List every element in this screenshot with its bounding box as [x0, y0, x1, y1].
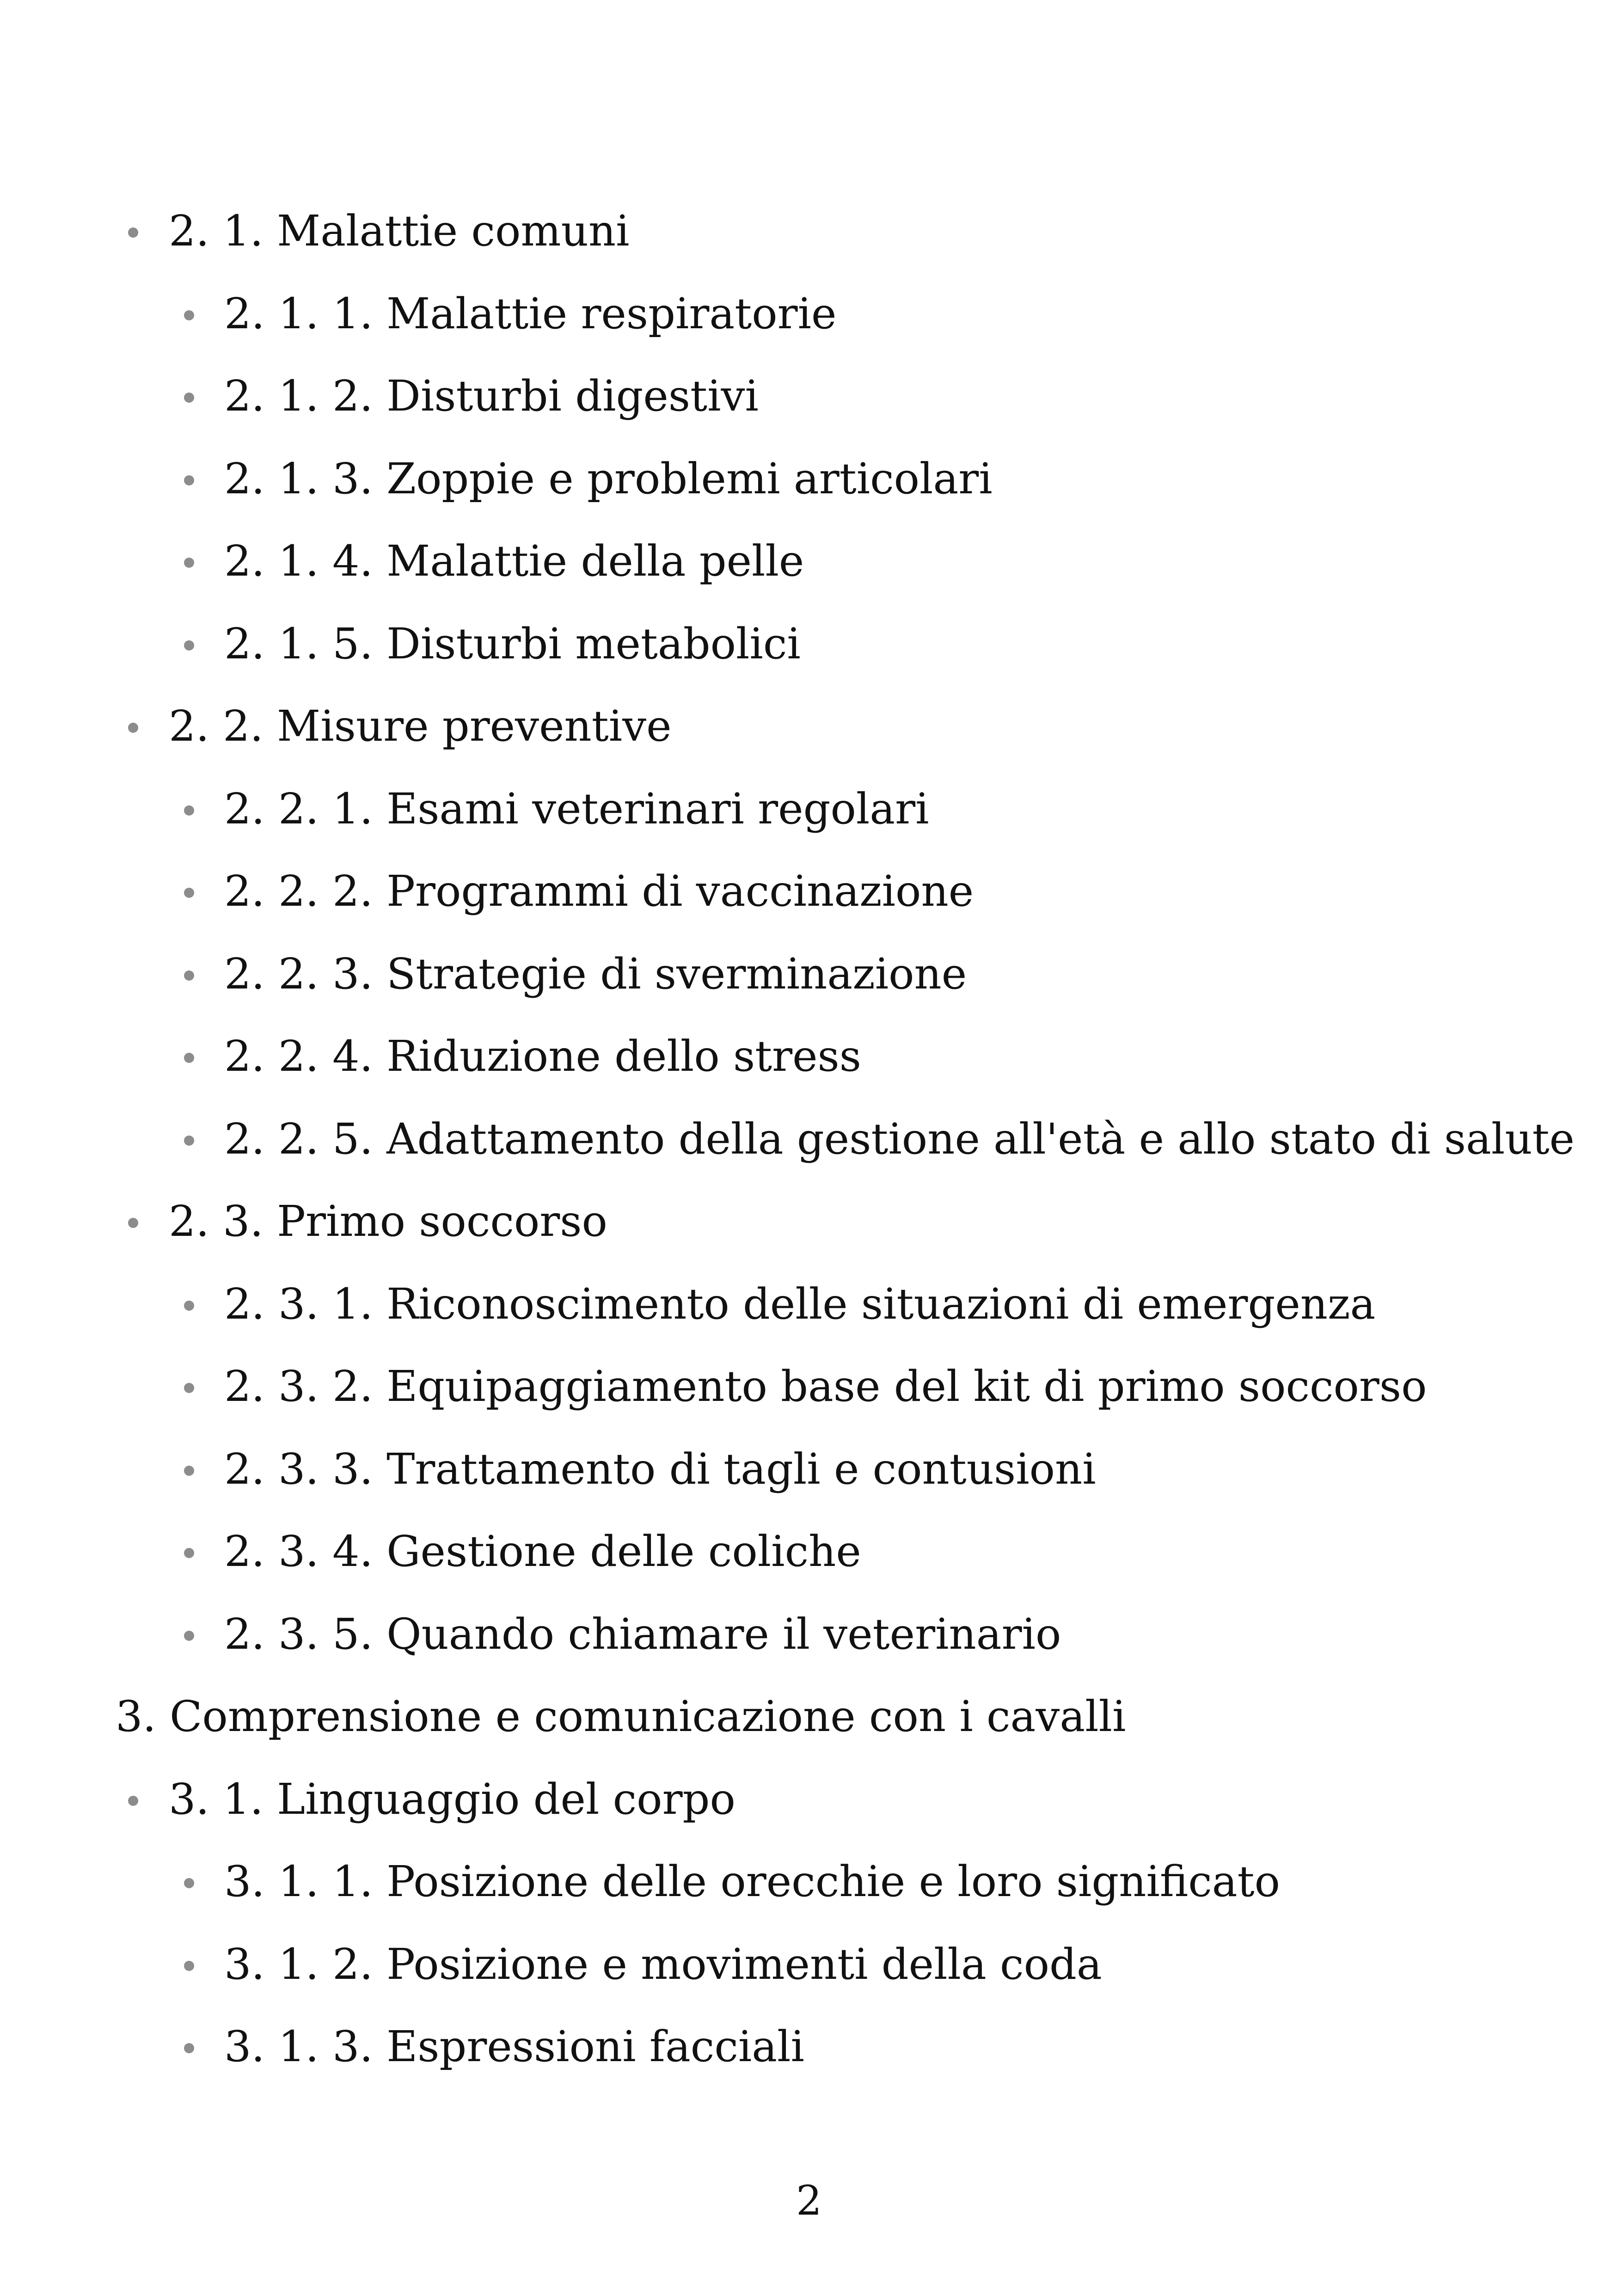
toc-entry-text: 2. 2. 4. Riduzione dello stress — [224, 1031, 861, 1081]
toc-entry-level-2 — [0, 616, 1618, 672]
bullet-icon — [184, 558, 194, 568]
toc-entry-text: 2. 1. 5. Disturbi metabolici — [224, 619, 801, 669]
toc-entry-text: 3. 1. 3. Espressioni facciali — [224, 2022, 804, 2071]
toc-entry-level-2 — [0, 534, 1618, 589]
toc-entry-text: 2. 3. 3. Trattamento di tagli e contusioni — [224, 1444, 1096, 1494]
bullet-icon — [128, 1218, 138, 1228]
toc-entry-level-1 — [0, 699, 1618, 754]
bullet-icon — [128, 723, 138, 733]
toc-entry-level-2 — [0, 1607, 1618, 1662]
toc-entry-text: 2. 3. Primo soccorso — [169, 1197, 607, 1246]
toc-entry-level-1 — [0, 1772, 1618, 1827]
bullet-icon — [184, 970, 194, 981]
toc-entry-level-2 — [0, 946, 1618, 1002]
bullet-icon — [184, 1383, 194, 1393]
bullet-icon — [184, 1961, 194, 1971]
bullet-icon — [184, 1136, 194, 1146]
toc-entry-level-2 — [0, 1029, 1618, 1084]
bullet-icon — [184, 310, 194, 320]
bullet-icon — [184, 805, 194, 816]
toc-entry-text: 2. 3. 4. Gestione delle coliche — [224, 1527, 861, 1576]
toc-entry-level-2 — [0, 1524, 1618, 1579]
toc-entry-level-2 — [0, 864, 1618, 919]
bullet-icon — [184, 1548, 194, 1558]
toc-entry-level-2 — [0, 1277, 1618, 1332]
bullet-icon — [184, 475, 194, 485]
toc-entry-text: 2. 2. 1. Esami veterinari regolari — [224, 784, 929, 834]
bullet-icon — [128, 1796, 138, 1806]
toc-entry-level-2 — [0, 1111, 1618, 1167]
page-number: 2 — [796, 2177, 822, 2224]
toc-entry-text: 2. 3. 5. Quando chiamare il veterinario — [224, 1609, 1061, 1659]
toc-entry-level-1 — [0, 203, 1618, 259]
bullet-icon — [184, 888, 194, 898]
toc-entry-text: 3. Comprensione e comunicazione con i cavalli — [116, 1692, 1126, 1741]
bullet-icon — [184, 393, 194, 403]
toc-entry-text: 2. 1. 1. Malattie respiratorie — [224, 289, 837, 338]
toc-entry-level-2 — [0, 1442, 1618, 1497]
toc-entry-level-2 — [0, 781, 1618, 837]
toc-entry-level-2 — [0, 1854, 1618, 1909]
bullet-icon — [184, 640, 194, 651]
toc-entry-text: 2. 3. 1. Riconoscimento delle situazioni di emergenza — [224, 1279, 1376, 1329]
toc-entry-level-2 — [0, 2019, 1618, 2075]
toc-entry-level-0 — [0, 1689, 1618, 1744]
bullet-icon — [184, 1301, 194, 1311]
toc-entry-text: 2. 2. Misure preventive — [169, 701, 672, 751]
bullet-icon — [184, 1466, 194, 1476]
toc-entry-text: 2. 1. 4. Malattie della pelle — [224, 536, 804, 586]
bullet-icon — [128, 227, 138, 238]
toc-entry-text: 2. 2. 2. Programmi di vaccinazione — [224, 866, 974, 916]
bullet-icon — [184, 1878, 194, 1888]
toc-entry-level-2 — [0, 368, 1618, 424]
toc-entry-text: 3. 1. 2. Posizione e movimenti della coda — [224, 1939, 1102, 1989]
toc-entry-level-1 — [0, 1194, 1618, 1249]
toc-entry-text: 2. 1. Malattie comuni — [169, 206, 630, 256]
toc-entry-level-2 — [0, 451, 1618, 507]
toc-entry-text: 2. 3. 2. Equipaggiamento base del kit di primo soccorso — [224, 1362, 1427, 1411]
toc-entry-text: 2. 2. 3. Strategie di sverminazione — [224, 949, 967, 999]
toc-entry-level-2 — [0, 1937, 1618, 1992]
bullet-icon — [184, 1631, 194, 1641]
toc-entry-text: 2. 1. 2. Disturbi digestivi — [224, 371, 759, 421]
toc-entry-text: 3. 1. 1. Posizione delle orecchie e loro significato — [224, 1857, 1281, 1906]
toc-entry-text: 3. 1. Linguaggio del corpo — [169, 1774, 735, 1824]
bullet-icon — [184, 2043, 194, 2053]
toc-entry-level-2 — [0, 286, 1618, 342]
toc-entry-text: 2. 1. 3. Zoppie e problemi articolari — [224, 454, 993, 503]
bullet-icon — [184, 1053, 194, 1063]
toc-entry-level-2 — [0, 1359, 1618, 1414]
toc-entry-text: 2. 2. 5. Adattamento della gestione all'età e allo stato di salute — [224, 1114, 1575, 1164]
